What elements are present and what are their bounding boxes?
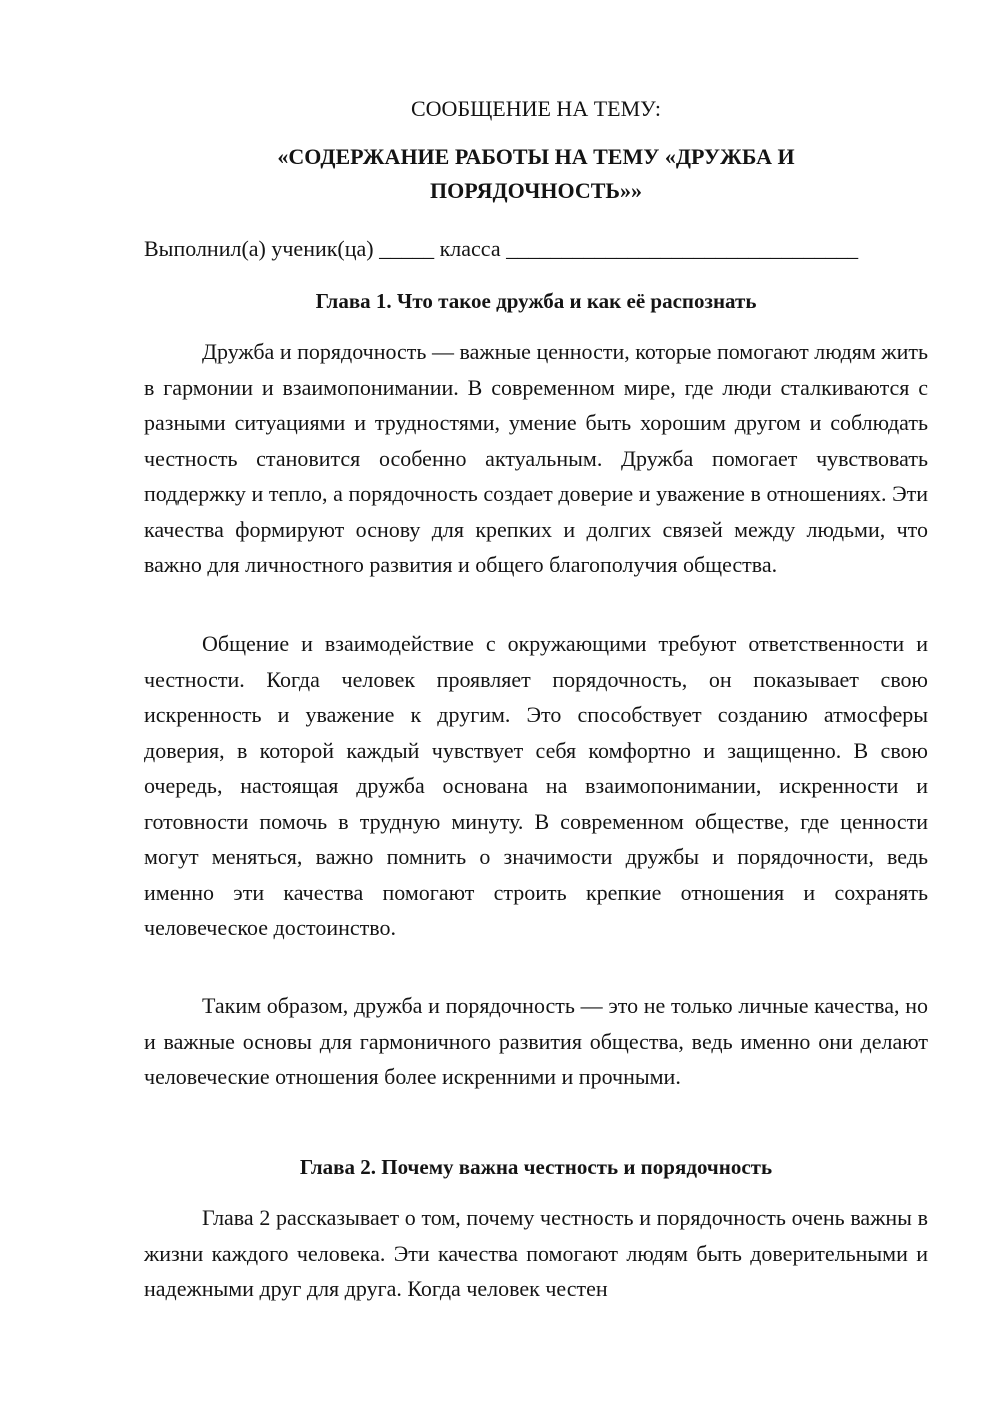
- document-title-line-2: «СОДЕРЖАНИЕ РАБОТЫ НА ТЕМУ «ДРУЖБА И: [277, 144, 795, 169]
- chapter-1-paragraph-3: Таким образом, дружба и порядочность — это не только личные качества, но и важные основы для гармоничного развития общества, ведь именно они делают человеческие отношения более искренними и прочными.: [144, 993, 928, 1089]
- chapter-1-paragraph-1: Дружба и порядочность — важные ценности, которые помогают людям жить в гармонии и взаимопонимании. В современном мире, где люди сталкиваются с разными ситуациями и трудностями, умение быть хорошим другом и соблюдать честность становится особенно актуальным. Дружба помогает чувствовать поддержку и тепло, а порядочность создает доверие и уважение в отношениях. Эти качества формируют основу для крепких и долгих связей между людьми, что важно для личностного развития и общего благополучия общества.: [144, 339, 928, 577]
- chapter-1-heading: Глава 1. Что такое дружба и как её распознать: [315, 289, 757, 313]
- student-info-line: Выполнил(а) ученик(ца) _____ класса ________________________________: [144, 236, 859, 261]
- chapter-2-paragraph-1: Глава 2 рассказывает о том, почему честность и порядочность очень важны в жизни каждого человека. Эти качества помогают людям быть доверительными и надежными друг для друга. Когда человек честен: [144, 1205, 928, 1301]
- document-title-line-3: ПОРЯДОЧНОСТЬ»»: [430, 178, 642, 203]
- chapter-2-heading: Глава 2. Почему важна честность и порядочность: [299, 1155, 773, 1179]
- chapter-1-paragraph-2: Общение и взаимодействие с окружающими требуют ответственности и честности. Когда человек проявляет порядочность, он показывает свою искренность и уважение к другим. Это способствует созданию атмосферы доверия, в которой каждый чувствует себя комфортно и защищенно. В свою очередь, настоящая дружба основана на взаимопонимании, искренности и готовности помочь в трудную минуту. В современном обществе, где ценности могут меняться, важно помнить о значимости дружбы и порядочности, ведь именно эти качества помогают строить крепкие отношения и сохранять человеческое достоинство.: [144, 631, 928, 940]
- document-title-line-1: СООБЩЕНИЕ НА ТЕМУ:: [411, 96, 661, 121]
